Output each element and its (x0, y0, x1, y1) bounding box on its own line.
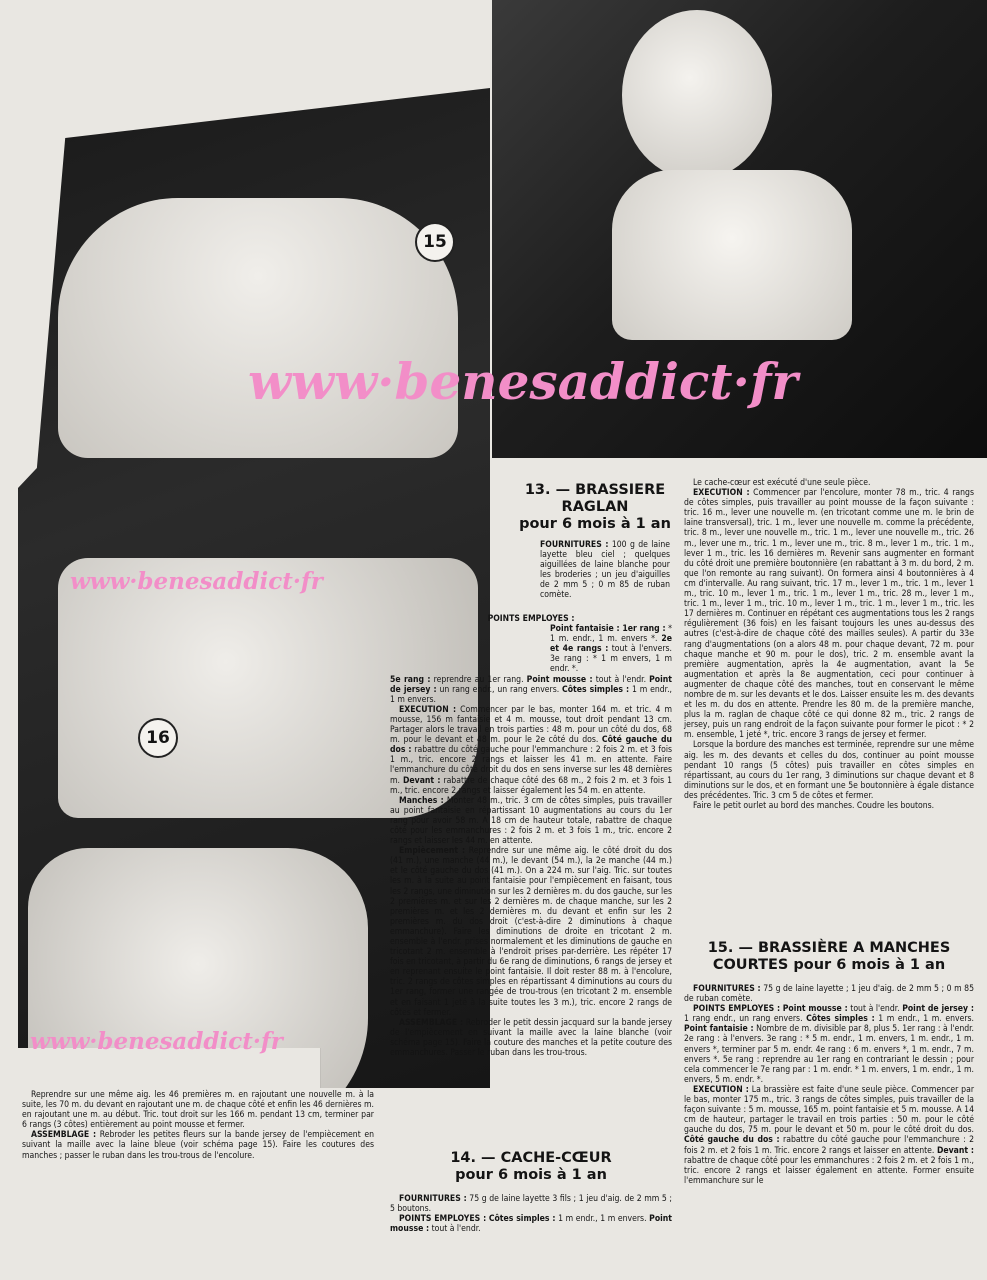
section-13-title-line-2: RAGLAN (561, 499, 629, 515)
point-mousse-text: tout à l'endr. (592, 674, 647, 685)
row-5-text: reprendre au 1er rang. (430, 674, 524, 685)
execution-14-text: Commencer par l'encolure, monter 78 m., tric. 4 rangs de côtes simples, puis travailler au point mousse de la façon suivante : tric. 16 m., lever une nouvelle m. (en tricotant comme une m. le brin de laine transversal), tric. 1 m., lever une nouvelle m. comme la précédente, tric. 8 m., lever une nouvelle m., tric. 1 m., lever une nouvelle m., tric. 26 m., lever une m., tric. 1 m., lever une m., tric. 8 m., lever 1 m., tric. 1 m., lever 1 m., tric. les 16 dernières m. Revenir sans augmenter en formant du côté droit une première boutonnière (en rabattant à 3 m. du bord, 2 m. que l'on remonte au rang suivant). On formera ainsi 4 boutonnières à 4 cm d'intervalle. Au rang suivant, tric. 17 m., lever 1 m., tric. 1 m., lever 1 m., tric. 10 m., lever 1 m., tric. 1 m., lever 1 m., tric. 28 m., lever 1 m., tric. 1 m., lever 1 m., tric. 10 m., lever 1 m., tric. 1 m., lever 1 m., tric. les 17 dernières m. Continuer en répétant ces augmentations tous les 2 rangs régulièrement (36 fois) en les faisant toujours les unes au-dessus des autres (c'est-à-dire de chaque côté des mailles seules). A partir du 33e rang d'augmentations (on a alors 48 m. pour chaque devant, 72 m. pour chaque manche et 90 m. pour le dos), tric. 2 m. ensemble avant la première augmentation, après la 4e augmentation, avant la 5e augmentation et après la 8e augmentation, ceci pour continuer à augmenter de chaque côté des manches, tout en conservant le même nombre de m. sur les devants et le dos. Laisser ensuite les m. des devants et les m. du dos en attente. Prendre les 80 m. de la première manche, plus la m. raglan de chaque côté ce qui donne 82 m., tric. 2 rangs de jersey, puis un rang endroit de la façon suivante pour former le picot : * 2 m. ensemble, 1 jeté *, tric. encore 3 rangs de jersey et fermer. (684, 488, 974, 741)
baby-head (622, 10, 772, 180)
devant-15-label: Devant : (936, 1145, 974, 1156)
cotes-simples-label: Côtes simples : (562, 684, 630, 695)
points-14-heading: POINTS EMPLOYES : (399, 1214, 487, 1225)
section-14-title-line-2: pour 6 mois à 1 an (455, 1167, 607, 1183)
watermark-main: www·benesaddict·fr (248, 352, 798, 411)
badge-15: 15 (415, 222, 455, 262)
point-fantaisie-15-label: Point fantaisie : (684, 1024, 754, 1035)
fournitures-15-heading: FOURNITURES : (693, 984, 761, 994)
column-1-text (22, 1090, 374, 1161)
cache-coeur-intro: Le cache-cœur est exécuté d'une seule pièce. (693, 478, 871, 488)
bordure-paragraph: Lorsque la bordure des manches est terminée, reprendre sur une même aig. les m. des devants et celles du dos, continuer au point mousse pendant 10 rangs (5 côtes) puis travailler en côtes simples en répartissant, au cours du 1er rang, 3 diminutions sur chaque devant et 8 diminutions sur le dos, et en formant une 5e boutonnière à égale distance des précédentes. Tric. 3 cm 5 de côtes et fermer. (684, 740, 974, 801)
assemblage-heading: ASSEMBLAGE : (31, 1130, 97, 1141)
fournitures-15-text: 75 g de laine layette ; 1 jeu d'aig. de 2 mm 5 ; 0 m 85 de ruban comète. (684, 984, 974, 1005)
point-mousse-label: Point mousse : (526, 674, 593, 685)
fournitures-14-text: 75 g de laine layette 3 fils ; 1 jeu d'aig. de 2 mm 5 ; 5 boutons. (390, 1194, 672, 1215)
cotes-simples-14-text: 1 m endr., 1 m envers. (555, 1214, 647, 1225)
execution-15-text: La brassière est faite d'une seule pièce. Commencer par le bas, monter 175 m., tric. 3 rangs de côtes simples, puis travailler de la façon suivante : 5 m. mousse, 165 m. point fantaisie et 5 m. mousse. A 14 cm de hauteur, partager le travail en trois parties : 50 m. pour le côté gauche du dos, 75 m. pour le devant et 50 m. pour le côté droit du dos. (684, 1084, 974, 1136)
col1-paragraph-1: Reprendre sur une même aig. les 46 premières m. en rajoutant une nouvelle m. à la suite, les 70 m. du devant en rajoutant une m. de chaque côté et enfin les 46 dernières m. en rajoutant une m. au début. Tric. tout droit sur les 166 m. pendant 13 cm, terminer par 6 rangs (3 côtes) entièrement au point mousse et fermer. (22, 1090, 374, 1131)
assemblage-13-text: Rebroder le petit dessin jacquard sur la bande jersey de l'empiècement en suivant la maille avec la laine blanche (voir schéma page 15). Faire la couture des manches et la petite couture des emmanchures. Passer le ruban dans les trou-trous. (390, 1017, 672, 1059)
assemblage-text: Rebroder les petites fleurs sur la bande jersey de l'empiècement en suivant la maille avec la laine bleue (voir schéma page 15). Faire les coutures des manches ; passer le ruban dans les trou-trous de l'encolure. (22, 1130, 374, 1161)
empiecement-label: Empiècement : (399, 846, 466, 857)
point-jersey-15-text: 1 rang endr., un rang envers. (684, 1014, 803, 1025)
section-13-supplies-narrow (540, 540, 670, 601)
section-13-body (390, 614, 672, 1058)
section-14-body (390, 1194, 672, 1234)
badge-16: 16 (138, 718, 178, 758)
point-fantaisie-text: * 1 m. endr., 1 m. envers *. (550, 624, 672, 645)
execution-14-heading: EXECUTION : (693, 488, 750, 499)
point-jersey-label: Point de jersey : (390, 674, 672, 695)
point-fantaisie-15-text: Nombre de m. divisible par 8, plus 5. 1er rang : à l'endr. 2e rang : à l'envers. 3e rang : * 5 m. endr., 1 m. envers, 1 m. endr., 1 m. envers *, terminer par 5 m. endr. 4e rang : 6 m. envers *, 1 m. endr., 7 m. envers *. 5e rang : reprendre au 1er rang en contrariant le dessin ; pour cela commencer le 7e rang par : 1 m. endr. * 1 m. envers, 1 m. endr., 1 m. envers, 5 m. endr. *. (684, 1024, 974, 1085)
assemblage-13-heading: ASSEMBLAGE : (399, 1017, 464, 1028)
point-jersey-15-label: Point de jersey : (902, 1004, 974, 1015)
rows-2-4-text: tout à l'envers. 3e rang : * 1 m envers, 1 m endr. *. (550, 644, 672, 675)
cote-gauche-15-label: Côté gauche du dos : (684, 1135, 780, 1146)
points-15-heading: POINTS EMPLOYES : (693, 1004, 781, 1015)
devant-15-text: rabattre de chaque côté pour les emmanchures : 2 fois 2 m. et 2 fois 1 m., tric. encore 2 rangs et laisser également en attente. Former ensuite l'emmanchure sur le (684, 1155, 974, 1186)
execution-15-heading: EXECUTION : (693, 1084, 749, 1095)
section-13-title-line-3: pour 6 mois à 1 an (519, 516, 671, 532)
point-mousse-15-label: Point mousse : (782, 1004, 848, 1015)
cotes-simples-text: 1 m endr., 1 m envers. (390, 684, 672, 705)
fournitures-text: 100 g de laine layette bleu ciel ; quelques aiguillées de laine blanche pour les broderies ; un jeu d'aiguilles de 2 mm 5 ; 0 m 85 de ruban comète. (540, 540, 670, 601)
section-15-title-line-1: 15. — BRASSIÈRE A MANCHES (707, 940, 951, 956)
finishing-paragraph: Faire le petit ourlet au bord des manches. Coudre les boutons. (693, 801, 935, 811)
baby-brassiere (612, 170, 852, 340)
point-fantaisie-label: Point fantaisie : 1er rang : (550, 624, 666, 635)
section-15-title (684, 940, 974, 974)
cote-gauche-text: rabattre du côté gauche pour l'emmanchure : 2 fois 2 m. et 3 fois 1 m., tric. encore 2 rangs et laisser les 41 m. en attente. Faire l'emmanchure du côté droit du dos en sens inverse sur les 48 dernières m. (390, 745, 673, 786)
empiecement-text: Reprendre sur une même aig. le côté droit du dos (41 m.), une manche (44 m.), le devant (54 m.), la 2e manche (44 m.) et le côté gauche du dos (41 m.). On a 224 m. sur l'aig. Tric. sur toutes les m. à la suite au point fantaisie pour l'empiècement en faisant, tous les 2 rangs, une diminution sur les 2 dernières m. du dos gauche, sur les 2 premières m. et sur les 2 dernières m. de chaque manche, sur les 2 premières m. et les 2 dernières m. du devant et enfin sur les 2 premières m. du dos droit (c'est-à-dire 2 diminutions à chaque emmanchure). Faire les diminutions de droite en tricotant 2 m. ensemble à l'endr. prises normalement et les diminutions de gauche en tricotant 2 m. ensemble à l'endroit prises par-derrière. Les répéter 17 fois en tricotant, à partir du 6e rang de diminutions, 6 rangs de jersey et en reprenant ensuite le point fantaisie. Il doit rester 88 m. à l'encolure, tric. 2 rangs de côtes simples en répartissant 4 diminutions au cours du 1er rang, former une rangée de trou-trous (en tricotant 2 m. ensemble et en faisant 1 jeté à la suite toutes les 3 m.), tric. encore 2 rangs de côtes et fermer. (390, 846, 672, 1018)
brassiere-15-photo (58, 198, 458, 458)
section-15-title-line-2: COURTES pour 6 mois à 1 an (712, 957, 946, 973)
watermark-small-1: www·benesaddict·fr (70, 568, 323, 595)
execution-heading: EXECUTION : (399, 704, 457, 715)
cotes-simples-15-text: 1 m endr., 1 m. envers. (874, 1014, 974, 1025)
manches-label: Manches : (399, 795, 444, 806)
points-heading: POINTS EMPLOYES : (487, 614, 575, 624)
devant-label: Devant : (402, 775, 441, 786)
section-13-title (510, 482, 680, 533)
manches-text: Monter 48 m., tric. 3 cm de côtes simples, puis travailler au point fantaisie en répartissant 10 augmentations au cours du 1er rang pour avoir 58 m. A 18 cm de hauteur totale, rabattre de chaque côté pour les emmanchures : 2 fois 2 m. et 3 fois 1 m., tric. encore 2 rangs et laisser les 44 m. en attente. (390, 795, 673, 847)
fournitures-14-heading: FOURNITURES : (399, 1194, 467, 1204)
point-mousse-14-text: tout à l'endr. (429, 1224, 481, 1235)
cote-gauche-label: Côté gauche du dos : (390, 735, 672, 756)
cote-gauche-15-text: rabattre du côté gauche pour l'emmanchure : 2 fois 2 m. et 2 fois 1 m. Tric. encore 2 rangs et laisser en attente. (684, 1135, 974, 1156)
cotes-simples-15-label: Côtes simples : (806, 1014, 875, 1025)
point-jersey-text: un rang endr., un rang envers. (436, 684, 560, 695)
row-5-label: 5e rang : (390, 674, 431, 685)
devant-text: rabattre de chaque côté des 68 m., 2 fois 2 m. et 3 fois 1 m., tric. encore 2 rangs et laisser également les 54 m. en attente. (390, 775, 672, 796)
rows-2-4-label: 2e et 4e rangs : (550, 634, 672, 655)
section-14-title (390, 1150, 672, 1184)
section-14-title-line-1: 14. — CACHE-CŒUR (450, 1150, 612, 1166)
point-mousse-15-text: tout à l'endr. (847, 1004, 900, 1015)
watermark-small-2: www·benesaddict·fr (30, 1028, 283, 1055)
fournitures-heading: FOURNITURES : (540, 540, 609, 550)
section-13-title-line-1: 13. — BRASSIERE (524, 482, 666, 498)
column-3-text (684, 478, 974, 811)
execution-text: Commencer par le bas, monter 164 m. et tric. 4 m mousse, 156 m fantaisie et 4 m. mousse, tout droit pendant 13 cm. Partager alors le travail en trois parties : 48 m. pour un côté du dos, 68 m. pour le devant et 48 m. pour le 2e côté du dos. (390, 704, 672, 746)
cotes-simples-14-label: Côtes simples : (488, 1214, 556, 1225)
point-mousse-14-label: Point mousse : (390, 1214, 672, 1235)
section-15-body (684, 984, 974, 1186)
